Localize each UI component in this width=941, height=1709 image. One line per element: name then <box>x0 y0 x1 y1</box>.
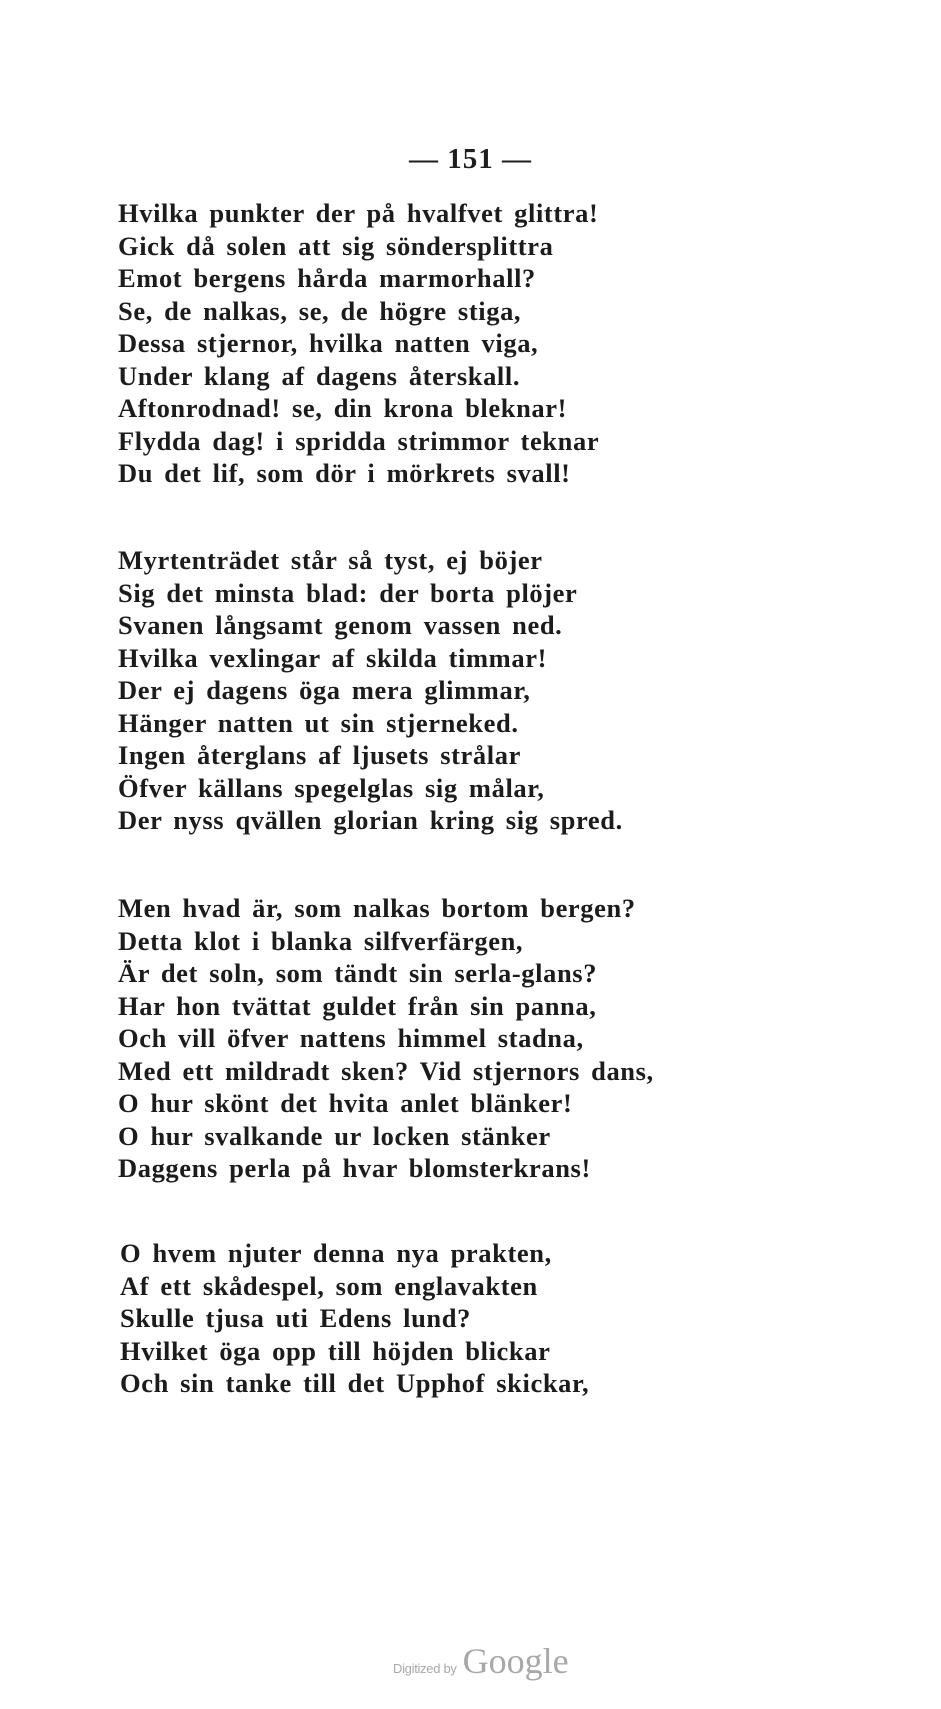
verse-line: Hvilka punkter der på hvalfvet glittra! <box>118 198 599 228</box>
verse-line: Har hon tvättat guldet från sin panna, <box>118 990 597 1021</box>
page-number: — 151 — <box>409 143 532 175</box>
verse-line: Öfver källans spegelglas sig målar, <box>118 772 545 803</box>
verse-line: Se, de nalkas, se, de högre stiga, <box>118 295 522 326</box>
verse-line: Med ett mildradt sken? Vid stjernors dans, <box>118 1055 654 1086</box>
verse-line: Der ej dagens öga mera glimmar, <box>118 675 531 705</box>
verse-line: Sig det minsta blad: der borta plöjer <box>118 577 578 608</box>
digitized-by-google-watermark <box>393 1640 569 1682</box>
verse-line: Ingen återglans af ljusets strålar <box>118 740 521 770</box>
verse-line: O hur svalkande ur locken stänker <box>118 1120 551 1151</box>
verse-line: Af ett skådespel, som englavakten <box>120 1270 538 1301</box>
stanza-1 <box>118 197 599 490</box>
verse-line: Svanen långsamt genom vassen ned. <box>118 610 563 640</box>
stanza-3 <box>118 892 654 1185</box>
verse-line: Daggens perla på hvar blomsterkrans! <box>118 1153 591 1183</box>
verse-line: Under klang af dagens återskall. <box>118 360 521 391</box>
watermark-prefix: Digitized by <box>393 1661 457 1676</box>
verse-line: Är det soln, som tändt sin serla-glans? <box>118 958 598 988</box>
verse-line: Aftonrodnad! se, din krona bleknar! <box>118 393 568 423</box>
verse-line: Du det lif, som dör i mörkrets svall! <box>118 458 571 488</box>
verse-line: Emot bergens hårda marmorhall? <box>118 263 536 293</box>
verse-line: Dessa stjernor, hvilka natten viga, <box>118 328 539 358</box>
verse-line: Detta klot i blanka silfverfärgen, <box>118 925 524 956</box>
verse-line: Och sin tanke till det Upphof skickar, <box>120 1368 590 1398</box>
verse-line: Flydda dag! i spridda strimmor teknar <box>118 425 600 456</box>
google-logo: Google <box>462 1641 569 1681</box>
verse-line: Myrtenträdet står så tyst, ej böjer <box>118 545 543 575</box>
verse-line: Hänger natten ut sin stjerneked. <box>118 707 519 738</box>
stanza-2 <box>118 544 623 837</box>
verse-line: Skulle tjusa uti Edens lund? <box>120 1303 471 1333</box>
verse-line: Der nyss qvällen glorian kring sig spred. <box>118 805 623 835</box>
verse-line: Hvilket öga opp till höjden blickar <box>120 1335 551 1366</box>
verse-line: O hvem njuter denna nya prakten, <box>120 1238 552 1268</box>
verse-line: Hvilka vexlingar af skilda timmar! <box>118 642 547 673</box>
verse-line: Men hvad är, som nalkas bortom bergen? <box>118 893 636 923</box>
verse-line: Och vill öfver nattens himmel stadna, <box>118 1023 584 1053</box>
stanza-4 <box>120 1237 589 1400</box>
verse-line: Gick då solen att sig söndersplittra <box>118 230 554 261</box>
verse-line: O hur skönt det hvita anlet blänker! <box>118 1088 573 1118</box>
